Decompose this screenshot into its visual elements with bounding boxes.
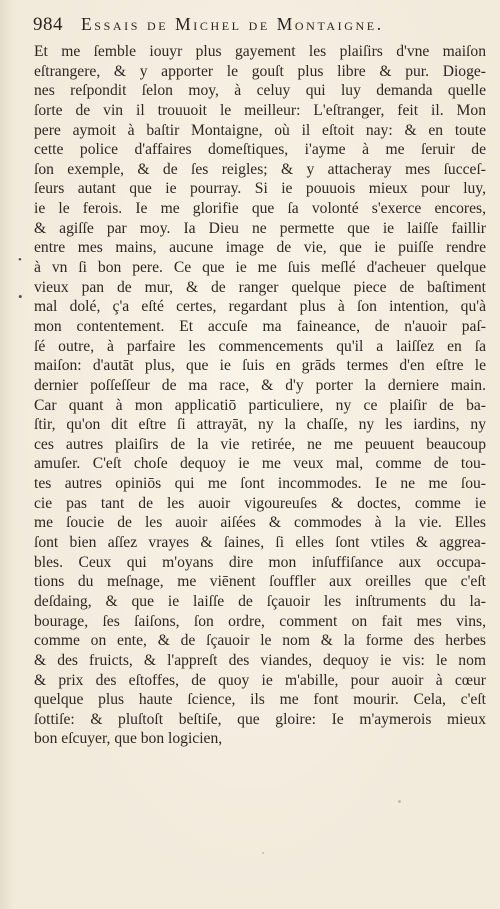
text-line: ie le ferois. Ie me glorifie que ſa volonté s'exerce encores,: [34, 200, 486, 218]
text-line: ſé outre, à parfaire les commencements qu'il a laiſſez en ſa: [34, 337, 486, 355]
text-line: ſeurs autant que ie pourray. Si ie pouuois mieux pour luy,: [34, 180, 486, 198]
paper-speck: [480, 636, 482, 639]
text-line: & prix des eſtoffes, de quoy ie m'abille, pour auoir à cœur: [34, 671, 486, 689]
text-line: bles. Ceux qui m'oyans dire mon inſuffiſance aux occupa-: [34, 553, 486, 571]
text-line: & agiſſe par moy. Ia Dieu ne permette que ie laiſſe faillir: [34, 219, 486, 237]
text-line: mon contentement. Et accuſe ma faineance, de n'auoir paſ-: [34, 317, 486, 335]
text-line: ſorte de vin il trouuoit le meilleur: L'eſtranger, feit il. Mon: [34, 101, 486, 119]
paper-speck: [398, 800, 401, 803]
text-line: tions du meſnage, me viēnent ſouffler aux oreilles que c'eſt: [34, 573, 486, 591]
page-number: 984: [33, 14, 63, 35]
text-line: ſottiſe: & pluſtoſt beſtiſe, que gloire: Ie m'aymerois mieux: [34, 710, 486, 728]
text-line: maiſon: d'autāt plus, que ie ſuis en grāds termes d'en eſtre le: [34, 357, 486, 375]
text-line: vieux pan de mur, & de ranger quelque piece de baſtiment: [34, 278, 486, 296]
text-line: comme on ente, & de ſçauoir le nom & la forme des herbes: [34, 632, 486, 650]
text-line: ſont bien aſſez vrayes & ſaines, ſi elles ſont vtiles & aggrea-: [34, 534, 486, 552]
margin-mark: •: [18, 254, 22, 266]
page-header: [33, 12, 488, 38]
margin-mark: •: [18, 289, 23, 304]
text-line: ſtir, qu'on dit eſtre ſi attrayāt, ny la chaſſe, ny les iardins, ny: [34, 416, 486, 434]
paper-speck: [262, 852, 264, 854]
text-line: ſon exemple, & de ſes reigles; & y attacheray mes ſucceſ-: [34, 160, 486, 178]
text-line: Et me ſemble iouyr plus gayement les plaiſirs d'vne maiſon: [34, 43, 486, 60]
text-line: eſtrangere, & y apporter le gouſt plus libre & pur. Dioge-: [34, 62, 486, 80]
text-line: me ſoucie de les auoir aiſées & commodes à la vie. Elles: [34, 514, 486, 532]
text-line: & des fruicts, & l'appreſt des viandes, dequoy ie vis: le nom: [34, 651, 486, 669]
text-line: à vn ſi bon pere. Ce que ie me ſuis meſlé d'acheuer quelque: [34, 259, 486, 277]
text-line: mal dolé, ç'a eſté certes, regardant plus à ſon intention, qu'à: [34, 298, 486, 316]
text-line: cie pas tant de les auoir vigoureuſes & doctes, comme ie: [34, 494, 486, 512]
text-line: Car quant à mon applicatiō particuliere, ny ce plaiſir de ba-: [34, 396, 486, 414]
text-line: entre mes mains, aucune image de vie, que ie puiſſe rendre: [34, 239, 486, 257]
text-line: deſdaing, & que ie laiſſe de ſçauoir les inſtruments du la-: [34, 592, 486, 610]
text-line: nes reſpondit ſelon moy, à celuy qui luy demanda quelle: [34, 82, 486, 100]
running-title: Essais de Michel de Montaigne.: [81, 14, 384, 34]
text-line: tes autres opiniōs qui me ſont incommodes. Ie ne me ſou-: [34, 475, 486, 493]
text-line: pere aymoit à baſtir Montaigne, où il eſtoit nay: & en toute: [34, 121, 486, 139]
text-line: cette police d'affaires domeſtiques, i'ayme à me ſeruir de: [34, 141, 486, 159]
text-line: bon eſcuyer, que bon logicien,: [34, 730, 223, 748]
text-line: amuſer. C'eſt choſe dequoy ie me veux mal, comme de tou-: [34, 455, 486, 473]
text-line: bourage, ſes ſaiſons, ſon ordre, comment on fait mes vins,: [34, 612, 486, 630]
text-line: ces autres plaiſirs de la vie retirée, ne me peuuent beaucoup: [34, 435, 486, 453]
body-text: [34, 42, 486, 749]
text-line: quelque plus haute ſcience, ils me font mourir. Cela, c'eſt: [34, 691, 486, 709]
text-line: dernier poſſeſſeur de ma race, & d'y porter la derniere main.: [34, 376, 486, 394]
